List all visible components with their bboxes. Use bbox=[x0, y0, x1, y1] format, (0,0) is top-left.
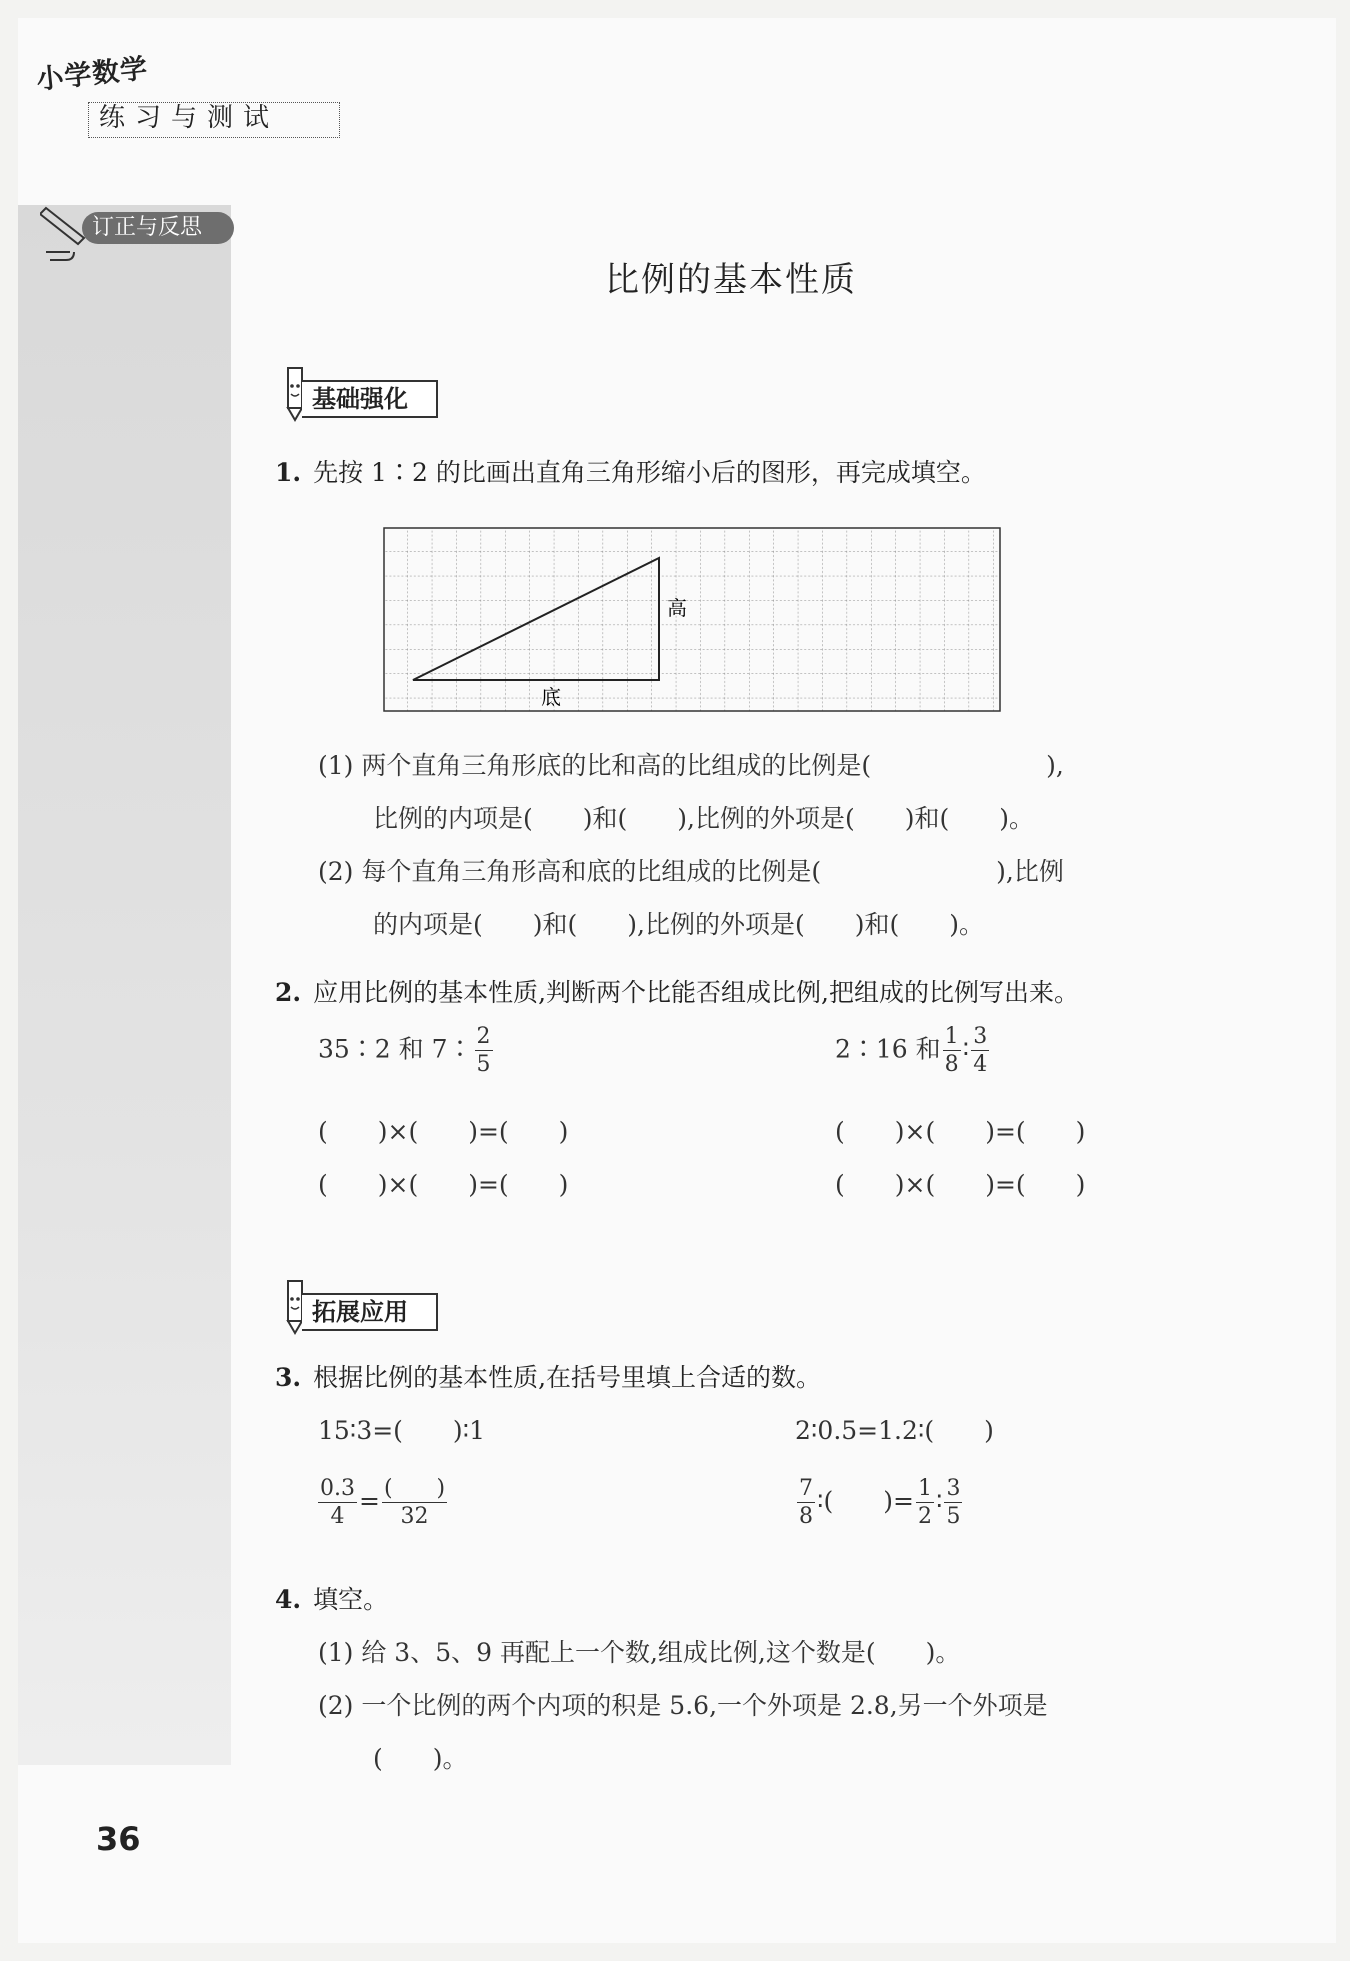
q2-right-blank-row-1: ( )×( )=( ) bbox=[835, 1117, 1086, 1146]
question-number: 1. bbox=[275, 458, 302, 487]
q2-left-ratios bbox=[318, 1026, 495, 1076]
question-3 bbox=[275, 1358, 821, 1394]
denominator: 2 bbox=[917, 1504, 932, 1529]
numerator: 3 bbox=[973, 1024, 988, 1049]
question-1 bbox=[275, 453, 986, 489]
question-text: 应用比例的基本性质,判断两个比能否组成比例,把组成的比例写出来。 bbox=[313, 978, 1080, 1007]
fraction bbox=[475, 1026, 493, 1076]
q1-part1-line1: (1) 两个直角三角形底的比和高的比组成的比例是( ), bbox=[318, 751, 1064, 780]
question-text: 先按 1∶2 的比画出直角三角形缩小后的图形，再完成填空。 bbox=[313, 458, 986, 487]
correction-label: 订正与反思 bbox=[82, 212, 234, 244]
numerator: 3 bbox=[946, 1476, 961, 1501]
grid-figure bbox=[383, 527, 1003, 719]
ratio-sign: ∶ bbox=[962, 1034, 970, 1064]
fraction bbox=[797, 1478, 815, 1528]
numerator: 7 bbox=[799, 1476, 813, 1501]
question-2 bbox=[275, 973, 1079, 1009]
page-number: 36 bbox=[96, 1820, 141, 1858]
ratio-text: 35∶2 和 7∶ bbox=[318, 1034, 473, 1064]
series-subtitle: 练习与测试 bbox=[88, 102, 340, 138]
page-title: 比例的基本性质 bbox=[605, 260, 857, 300]
numerator: 1 bbox=[917, 1476, 932, 1501]
fraction bbox=[943, 1026, 961, 1076]
numerator: 1 bbox=[944, 1024, 959, 1049]
q2-left-blank-row-1: ( )×( )=( ) bbox=[318, 1117, 569, 1146]
ratio-text: ∶( )= bbox=[817, 1486, 914, 1516]
q4-part2-line2: ( )。 bbox=[373, 1744, 468, 1773]
brand bbox=[35, 52, 280, 133]
ratio-sign: ∶ bbox=[935, 1486, 943, 1516]
section-label-extension: 拓展应用 bbox=[302, 1293, 438, 1331]
q3-item-d bbox=[795, 1478, 964, 1528]
triangle-grid bbox=[383, 527, 1003, 715]
q4-part2-line1: (2) 一个比例的两个内项的积是 5.6,一个外项是 2.8,另一个外项是 bbox=[318, 1691, 1048, 1720]
equals-sign: = bbox=[359, 1486, 380, 1516]
numerator: ( ) bbox=[383, 1476, 446, 1501]
ratio-text: 2∶16 和 bbox=[835, 1034, 941, 1064]
height-label: 高 bbox=[667, 596, 687, 620]
denominator: 4 bbox=[973, 1052, 988, 1077]
fraction bbox=[944, 1478, 962, 1528]
q3-item-c bbox=[316, 1478, 449, 1528]
denominator: 4 bbox=[330, 1504, 345, 1529]
q2-left-blank-row-2: ( )×( )=( ) bbox=[318, 1170, 569, 1199]
fraction bbox=[382, 1478, 447, 1528]
denominator: 32 bbox=[400, 1504, 429, 1529]
fraction bbox=[318, 1478, 357, 1528]
correction-sidebar bbox=[18, 205, 231, 1765]
q1-part1-line2: 比例的内项是( )和( ),比例的外项是( )和( )。 bbox=[373, 804, 1034, 833]
question-text: 填空。 bbox=[313, 1585, 389, 1614]
fraction bbox=[916, 1478, 934, 1528]
q1-part2-line2: 的内项是( )和( ),比例的外项是( )和( )。 bbox=[373, 910, 984, 939]
section-label-basic: 基础强化 bbox=[302, 380, 438, 418]
denominator: 8 bbox=[799, 1504, 813, 1529]
series-title: 小学数学 bbox=[35, 53, 150, 96]
q2-right-blank-row-2: ( )×( )=( ) bbox=[835, 1170, 1086, 1199]
question-number: 3. bbox=[275, 1363, 302, 1392]
q1-part2-line1: (2) 每个直角三角形高和底的比组成的比例是( ),比例 bbox=[318, 857, 1064, 886]
question-text: 根据比例的基本性质,在括号里填上合适的数。 bbox=[313, 1363, 822, 1392]
q2-right-ratios bbox=[835, 1026, 991, 1076]
question-number: 4. bbox=[275, 1585, 302, 1614]
denominator: 5 bbox=[946, 1504, 961, 1529]
question-number: 2. bbox=[275, 978, 302, 1007]
denominator: 5 bbox=[476, 1052, 491, 1077]
fraction bbox=[971, 1026, 989, 1076]
q3-item-a: 15∶3=( )∶1 bbox=[318, 1416, 486, 1445]
q3-item-b: 2∶0.5=1.2∶( ) bbox=[795, 1416, 994, 1445]
numerator: 2 bbox=[476, 1024, 491, 1049]
base-label: 底 bbox=[541, 685, 561, 709]
denominator: 8 bbox=[944, 1052, 959, 1077]
q4-part1: (1) 给 3、5、9 再配上一个数,组成比例,这个数是( )。 bbox=[318, 1638, 961, 1667]
numerator: 0.3 bbox=[320, 1476, 355, 1501]
question-4 bbox=[275, 1580, 388, 1616]
